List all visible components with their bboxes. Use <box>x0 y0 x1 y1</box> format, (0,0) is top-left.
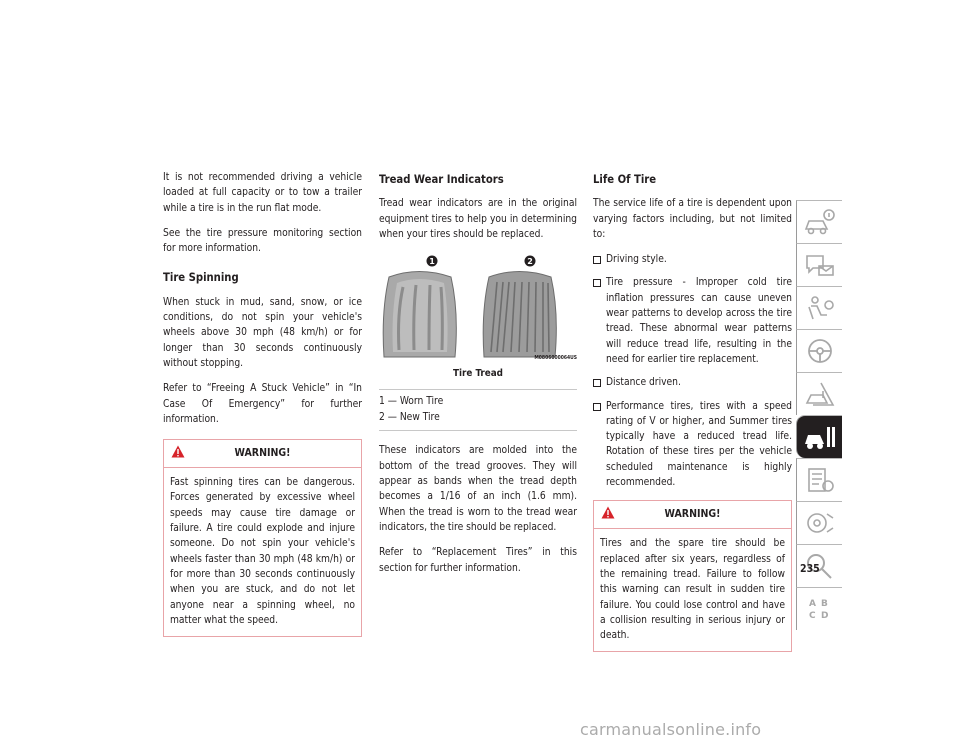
callout-1: 1 <box>429 257 435 267</box>
warning-triangle-icon <box>601 506 615 519</box>
tab-car-info[interactable] <box>796 200 842 243</box>
warning-header <box>594 501 791 528</box>
figure-code: M0806000064US <box>534 355 577 362</box>
warning-box <box>163 439 362 637</box>
figure-caption: Tire Tread <box>453 368 503 380</box>
emergency-icon <box>803 379 837 409</box>
tab-specifications[interactable] <box>796 458 842 501</box>
paragraph: Tread wear indicators are in the original equipment tires to help you in determining when your tires should be replaced. <box>379 198 577 240</box>
svg-text:C: C <box>809 611 816 621</box>
figure-legend <box>379 389 577 431</box>
section-heading-tread-wear-indicators: Tread Wear Indicators <box>379 173 504 186</box>
svg-text:D: D <box>821 611 829 621</box>
legend-item: 2 — New Tire <box>379 412 440 424</box>
multimedia-icon <box>803 508 837 538</box>
warning-triangle-icon <box>171 445 185 458</box>
watermark: carmanualsonline.info <box>580 720 762 739</box>
tab-emergency[interactable] <box>796 372 842 415</box>
page-number: 235 <box>800 563 820 575</box>
tab-steering-wheel[interactable] <box>796 329 842 372</box>
tire-tread-figure <box>379 252 577 364</box>
list-item: Tire pressure - Improper cold tire inflation pressures can cause uneven wear patterns to develop across the tire tread. These abnormal wear patterns will reduce tread life, resulting in the need for earlier tire replacement. <box>593 275 792 367</box>
messages-icon <box>803 250 837 280</box>
steering-wheel-icon <box>803 336 837 366</box>
list-item: Distance driven. <box>593 375 792 390</box>
paragraph: Refer to “Replacement Tires” in this section for further information. <box>379 547 577 574</box>
paragraph: These indicators are molded into the bottom of the tread grooves. They will appear as bands when the tread depth becomes a 1/16 of an inch (1.6 mm). When the tread is worn to the tread wear indicators, the tire should be replaced. <box>379 445 577 533</box>
service-icon <box>803 422 837 452</box>
paragraph: The service life of a tire is dependent upon varying factors including, but not limited to: <box>593 198 792 240</box>
column-1 <box>163 170 362 637</box>
svg-text:B: B <box>821 599 828 609</box>
section-heading-life-of-tire: Life Of Tire <box>593 173 657 186</box>
warning-text: Fast spinning tires can be dangerous. Forces generated by excessive wheel speeds may cause tire damage or failure. A tire could explode and injure someone. Do not spin your vehicle's wheels faster than 30 mph (48 km/h) or for more than 30 seconds continuously when you are stuck, and do not let anyone near a spinning wheel, no matter what the speed. <box>164 467 361 636</box>
tab-safety[interactable] <box>796 286 842 329</box>
warning-box <box>593 500 792 652</box>
safety-icon <box>803 293 837 323</box>
legend-item: 1 — Worn Tire <box>379 396 444 408</box>
paragraph: It is not recommended driving a vehicle loaded at full capacity or to tow a trailer while a tire is in the run flat mode. <box>163 172 362 214</box>
tab-service[interactable] <box>796 415 842 458</box>
column-2 <box>379 170 577 586</box>
svg-text:A: A <box>809 599 816 609</box>
warning-text: Tires and the spare tire should be replaced after six years, regardless of the remaining tread. Failure to follow this warning can result in sudden tire failure. You could lose control and have a collision resulting in serious injury or death. <box>594 528 791 651</box>
paragraph: See the tire pressure monitoring section for more information. <box>163 227 362 255</box>
index-icon <box>803 594 837 624</box>
tab-index[interactable] <box>796 587 842 630</box>
column-3 <box>593 170 792 652</box>
car-info-icon <box>803 207 837 237</box>
callout-2: 2 <box>527 257 533 267</box>
tab-messages[interactable] <box>796 243 842 286</box>
section-heading-tire-spinning: Tire Spinning <box>163 271 239 285</box>
checklist <box>593 252 792 490</box>
paragraph: When stuck in mud, sand, snow, or ice conditions, do not spin your vehicle's wheels above 30 mph (48 km/h) or for longer than 30 seconds continuously without stopping. <box>163 296 362 369</box>
specifications-icon <box>803 465 837 495</box>
warning-title: WARNING! <box>664 508 721 521</box>
warning-header <box>164 440 361 467</box>
paragraph: Refer to “Freeing A Stuck Vehicle” in “In Case Of Emergency” for further information. <box>163 383 362 425</box>
tire-tread-illustration <box>379 252 577 364</box>
list-item: Driving style. <box>593 252 792 267</box>
list-item: Performance tires, tires with a speed rating of V or higher, and Summer tires typically have a reduced tread life. Rotation of these tires per the vehicle scheduled maintenance is highly recommended. <box>593 399 792 491</box>
warning-title: WARNING! <box>234 447 291 460</box>
tab-multimedia[interactable] <box>796 501 842 544</box>
